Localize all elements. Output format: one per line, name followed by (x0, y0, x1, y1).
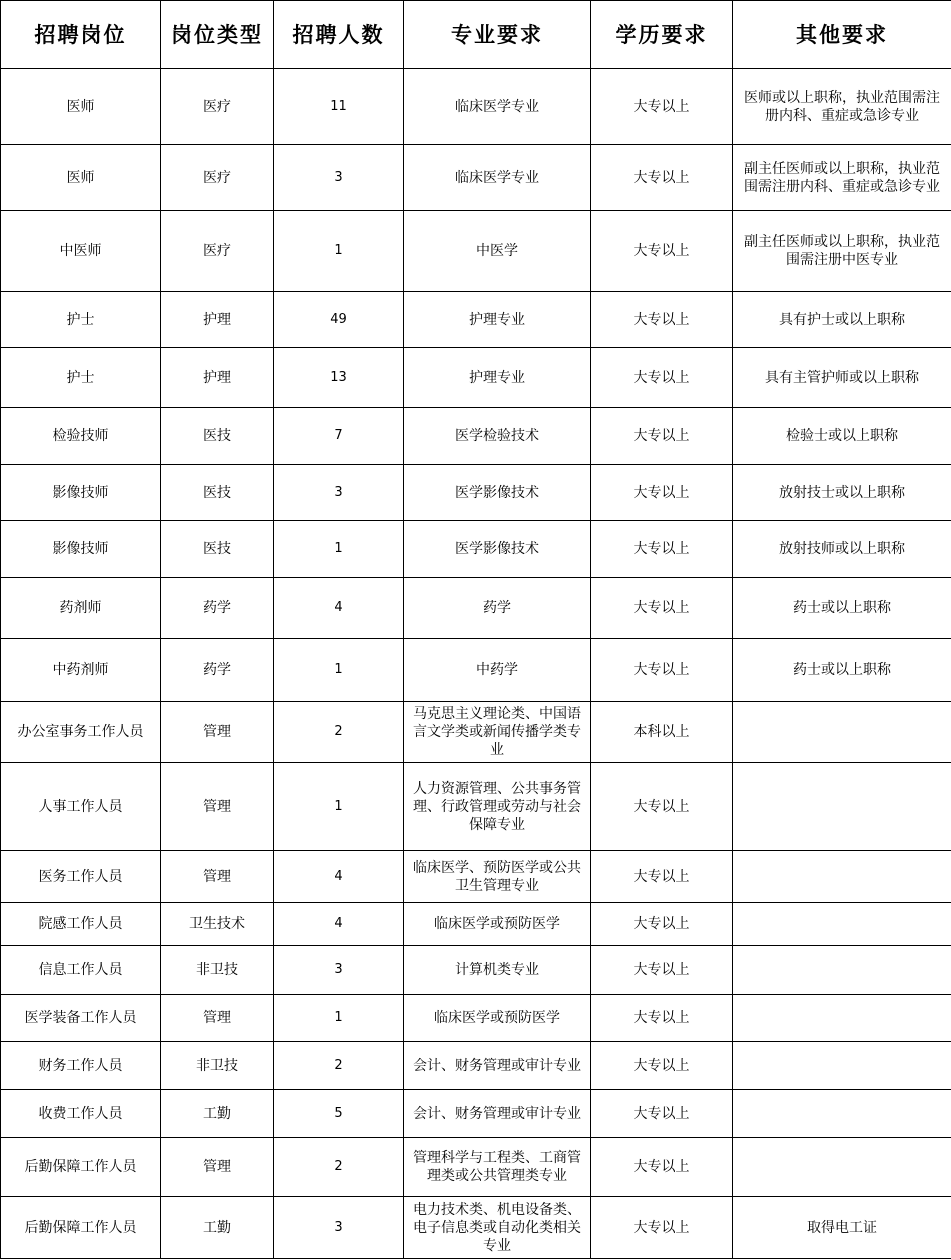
cell-type: 管理 (161, 702, 274, 763)
cell-education: 大专以上 (591, 946, 733, 995)
header-type: 岗位类型 (161, 1, 274, 69)
cell-education: 大专以上 (591, 763, 733, 851)
cell-major: 临床医学或预防医学 (404, 903, 591, 946)
cell-education: 大专以上 (591, 408, 733, 465)
cell-other (733, 763, 951, 851)
cell-position: 收费工作人员 (1, 1090, 161, 1138)
cell-type: 医技 (161, 465, 274, 521)
cell-type: 管理 (161, 1138, 274, 1197)
cell-type: 医技 (161, 408, 274, 465)
cell-education: 大专以上 (591, 1197, 733, 1259)
table-row (1, 69, 951, 145)
cell-type: 管理 (161, 995, 274, 1042)
cell-other: 放射技士或以上职称 (733, 465, 951, 521)
cell-count: 4 (274, 903, 404, 946)
header-row (1, 1, 951, 69)
cell-type: 医疗 (161, 69, 274, 145)
table-row (1, 292, 951, 348)
cell-education: 大专以上 (591, 69, 733, 145)
cell-type: 管理 (161, 763, 274, 851)
cell-position: 中药剂师 (1, 639, 161, 702)
cell-major: 会计、财务管理或审计专业 (404, 1090, 591, 1138)
table-row (1, 578, 951, 639)
cell-education: 大专以上 (591, 465, 733, 521)
cell-count: 2 (274, 702, 404, 763)
cell-other: 检验士或以上职称 (733, 408, 951, 465)
cell-count: 49 (274, 292, 404, 348)
cell-count: 1 (274, 521, 404, 578)
cell-other (733, 995, 951, 1042)
cell-type: 卫生技术 (161, 903, 274, 946)
cell-major: 医学影像技术 (404, 521, 591, 578)
cell-type: 护理 (161, 348, 274, 408)
cell-other: 副主任医师或以上职称，执业范围需注册中医专业 (733, 211, 951, 292)
table-row (1, 763, 951, 851)
table-body (1, 69, 951, 1259)
cell-other: 具有护士或以上职称 (733, 292, 951, 348)
cell-count: 3 (274, 946, 404, 995)
table-row (1, 946, 951, 995)
cell-type: 非卫技 (161, 946, 274, 995)
cell-major: 临床医学或预防医学 (404, 995, 591, 1042)
cell-count: 7 (274, 408, 404, 465)
cell-count: 1 (274, 995, 404, 1042)
cell-major: 护理专业 (404, 348, 591, 408)
table-row (1, 521, 951, 578)
cell-position: 财务工作人员 (1, 1042, 161, 1090)
table-row (1, 1042, 951, 1090)
header-count: 招聘人数 (274, 1, 404, 69)
cell-education: 大专以上 (591, 145, 733, 211)
cell-other (733, 1138, 951, 1197)
table-row (1, 145, 951, 211)
cell-other: 医师或以上职称，执业范围需注册内科、重症或急诊专业 (733, 69, 951, 145)
cell-other (733, 1090, 951, 1138)
cell-position: 影像技师 (1, 521, 161, 578)
cell-education: 大专以上 (591, 1042, 733, 1090)
table-row (1, 1090, 951, 1138)
cell-position: 药剂师 (1, 578, 161, 639)
table-row (1, 995, 951, 1042)
cell-position: 信息工作人员 (1, 946, 161, 995)
table-row (1, 465, 951, 521)
cell-type: 药学 (161, 639, 274, 702)
cell-count: 4 (274, 851, 404, 903)
cell-other (733, 851, 951, 903)
cell-major: 会计、财务管理或审计专业 (404, 1042, 591, 1090)
cell-major: 临床医学专业 (404, 145, 591, 211)
cell-other: 取得电工证 (733, 1197, 951, 1259)
cell-major: 管理科学与工程类、工商管理类或公共管理类专业 (404, 1138, 591, 1197)
cell-type: 工勤 (161, 1197, 274, 1259)
cell-count: 3 (274, 145, 404, 211)
cell-count: 13 (274, 348, 404, 408)
cell-education: 本科以上 (591, 702, 733, 763)
cell-major: 护理专业 (404, 292, 591, 348)
cell-type: 管理 (161, 851, 274, 903)
cell-count: 3 (274, 465, 404, 521)
cell-count: 1 (274, 763, 404, 851)
cell-major: 电力技术类、机电设备类、电子信息类或自动化类相关专业 (404, 1197, 591, 1259)
header-major: 专业要求 (404, 1, 591, 69)
table-row (1, 639, 951, 702)
header-other: 其他要求 (733, 1, 951, 69)
cell-count: 3 (274, 1197, 404, 1259)
cell-other: 药士或以上职称 (733, 639, 951, 702)
cell-education: 大专以上 (591, 639, 733, 702)
cell-position: 中医师 (1, 211, 161, 292)
cell-education: 大专以上 (591, 1090, 733, 1138)
cell-other (733, 702, 951, 763)
cell-education: 大专以上 (591, 1138, 733, 1197)
cell-position: 医学装备工作人员 (1, 995, 161, 1042)
cell-type: 医疗 (161, 145, 274, 211)
cell-count: 1 (274, 639, 404, 702)
cell-count: 5 (274, 1090, 404, 1138)
table-row (1, 903, 951, 946)
table-row (1, 1138, 951, 1197)
cell-type: 非卫技 (161, 1042, 274, 1090)
cell-type: 医疗 (161, 211, 274, 292)
table-row (1, 408, 951, 465)
cell-position: 护士 (1, 348, 161, 408)
cell-education: 大专以上 (591, 211, 733, 292)
cell-position: 医师 (1, 145, 161, 211)
cell-other: 副主任医师或以上职称，执业范围需注册内科、重症或急诊专业 (733, 145, 951, 211)
cell-count: 11 (274, 69, 404, 145)
table-row (1, 702, 951, 763)
cell-position: 影像技师 (1, 465, 161, 521)
cell-major: 中医学 (404, 211, 591, 292)
header-position: 招聘岗位 (1, 1, 161, 69)
cell-position: 检验技师 (1, 408, 161, 465)
cell-type: 工勤 (161, 1090, 274, 1138)
cell-other (733, 903, 951, 946)
cell-other: 放射技师或以上职称 (733, 521, 951, 578)
cell-education: 大专以上 (591, 851, 733, 903)
cell-major: 医学检验技术 (404, 408, 591, 465)
cell-education: 大专以上 (591, 521, 733, 578)
cell-type: 护理 (161, 292, 274, 348)
cell-count: 1 (274, 211, 404, 292)
cell-type: 药学 (161, 578, 274, 639)
cell-major: 临床医学、预防医学或公共卫生管理专业 (404, 851, 591, 903)
cell-major: 马克思主义理论类、中国语言文学类或新闻传播学类专业 (404, 702, 591, 763)
cell-other (733, 946, 951, 995)
cell-major: 中药学 (404, 639, 591, 702)
cell-position: 医师 (1, 69, 161, 145)
cell-education: 大专以上 (591, 348, 733, 408)
cell-position: 办公室事务工作人员 (1, 702, 161, 763)
cell-position: 医务工作人员 (1, 851, 161, 903)
cell-count: 4 (274, 578, 404, 639)
cell-position: 后勤保障工作人员 (1, 1197, 161, 1259)
table-row (1, 1197, 951, 1259)
cell-major: 人力资源管理、公共事务管理、行政管理或劳动与社会保障专业 (404, 763, 591, 851)
cell-major: 临床医学专业 (404, 69, 591, 145)
cell-education: 大专以上 (591, 903, 733, 946)
cell-other: 具有主管护师或以上职称 (733, 348, 951, 408)
table-row (1, 851, 951, 903)
cell-position: 后勤保障工作人员 (1, 1138, 161, 1197)
header-education: 学历要求 (591, 1, 733, 69)
cell-position: 护士 (1, 292, 161, 348)
cell-position: 人事工作人员 (1, 763, 161, 851)
cell-other (733, 1042, 951, 1090)
cell-major: 医学影像技术 (404, 465, 591, 521)
cell-position: 院感工作人员 (1, 903, 161, 946)
cell-education: 大专以上 (591, 578, 733, 639)
cell-other: 药士或以上职称 (733, 578, 951, 639)
cell-count: 2 (274, 1138, 404, 1197)
cell-education: 大专以上 (591, 995, 733, 1042)
table-row (1, 211, 951, 292)
cell-major: 药学 (404, 578, 591, 639)
cell-education: 大专以上 (591, 292, 733, 348)
cell-major: 计算机类专业 (404, 946, 591, 995)
cell-count: 2 (274, 1042, 404, 1090)
table-row (1, 348, 951, 408)
cell-type: 医技 (161, 521, 274, 578)
